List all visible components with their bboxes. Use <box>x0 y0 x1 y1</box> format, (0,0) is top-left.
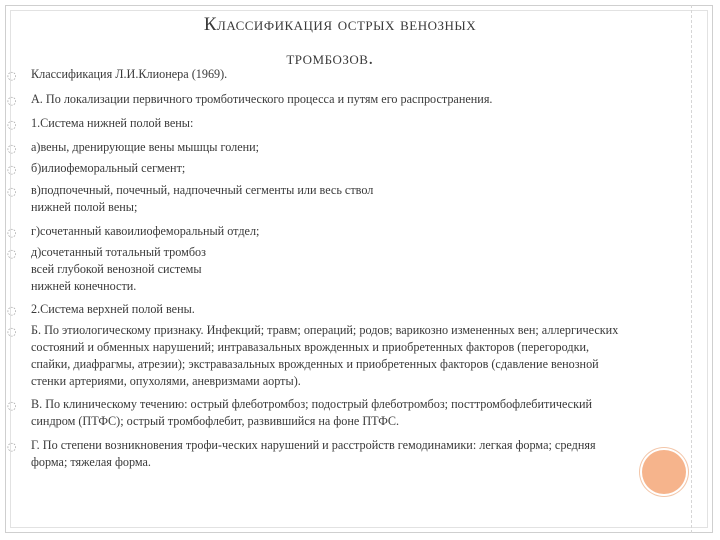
bullet-item-line: А. По локализации первичного тромботического процесса и путям его распространения. <box>31 92 493 106</box>
bullet-marker-icon: ◌ <box>7 69 17 82</box>
bullet-item-line: всей глубокой венозной системы <box>31 262 202 276</box>
bullet-marker-icon: ◌ <box>7 163 17 176</box>
bullet-item <box>31 223 711 240</box>
bullet-item <box>31 244 711 295</box>
bullet-item-line: состояний и обменных нарушений; интравазальных врожденных и приобретенных факторов (перегородки, <box>31 340 590 354</box>
bullet-item-line: нижней полой вены; <box>31 200 138 214</box>
bullet-item-line: Б. По этиологическому признаку. Инфекций; травм; операций; родов; варикозно измененных вен; аллергических <box>31 323 619 337</box>
bullet-item-line: стенки артериями, опухолями, аневризмами аорты). <box>31 374 301 388</box>
bullet-marker-icon: ◌ <box>7 325 17 338</box>
bullet-item <box>31 396 711 430</box>
bullet-item <box>31 437 711 471</box>
slide-title-line-2: тромбозов. <box>286 48 374 69</box>
bullet-marker-icon: ◌ <box>7 440 17 453</box>
bullet-item-line: а)вены, дренирующие вены мышцы голени; <box>31 140 260 154</box>
bullet-item-line: г)сочетанный кавоилиофеморальный отдел; <box>31 224 260 238</box>
bullet-item-line: спайки, диафрагмы, атрезии); экстравазальных врожденных и приобретенных факторов (сдавление венозной <box>31 357 599 371</box>
bullet-item <box>31 160 711 177</box>
bullet-marker-icon: ◌ <box>7 304 17 317</box>
bullet-item-line: форма; тяжелая форма. <box>31 455 151 469</box>
bullet-marker-icon: ◌ <box>7 226 17 239</box>
slide-title-line-1: Классификация острых венозных <box>203 14 477 35</box>
bullet-item <box>31 91 711 108</box>
bullet-marker-icon: ◌ <box>7 118 17 131</box>
bullet-item-line: 1.Система нижней полой вены: <box>31 116 194 130</box>
bullet-item-line: нижней конечности. <box>31 279 137 293</box>
bullet-item <box>31 139 711 156</box>
bullet-marker-icon: ◌ <box>7 142 17 155</box>
bullet-item-line: Классификация Л.И.Клионера (1969). <box>31 67 228 81</box>
bullet-item-line: Г. По степени возникновения трофи-ческих нарушений и расстройств гемодинамики: легкая форма; средняя <box>31 438 596 452</box>
bullet-item <box>31 182 711 216</box>
bullet-marker-icon: ◌ <box>7 399 17 412</box>
bullet-marker-icon: ◌ <box>7 247 17 260</box>
bullet-item-line: д)сочетанный тотальный тромбоз <box>31 245 206 259</box>
bullet-item-line: б)илиофеморальный сегмент; <box>31 161 186 175</box>
bullet-item-line: В. По клиническому течению: острый флеботромбоз; подострый флеботромбоз; посттромбофлебитический <box>31 397 593 411</box>
bullet-marker-icon: ◌ <box>7 185 17 198</box>
bullet-item <box>31 322 711 390</box>
bullet-marker-icon: ◌ <box>7 94 17 107</box>
bullet-item <box>31 115 711 132</box>
bullet-item <box>31 66 711 83</box>
bullet-item-line: синдром (ПТФС); острый тромбофлебит, развившийся на фоне ПТФС. <box>31 414 400 428</box>
decorative-orange-circle <box>642 450 686 494</box>
bullet-item <box>31 301 711 318</box>
bullet-item-line: в)подпочечный, почечный, надпочечный сегменты или весь ствол <box>31 183 374 197</box>
bullet-item-line: 2.Система верхней полой вены. <box>31 302 195 316</box>
